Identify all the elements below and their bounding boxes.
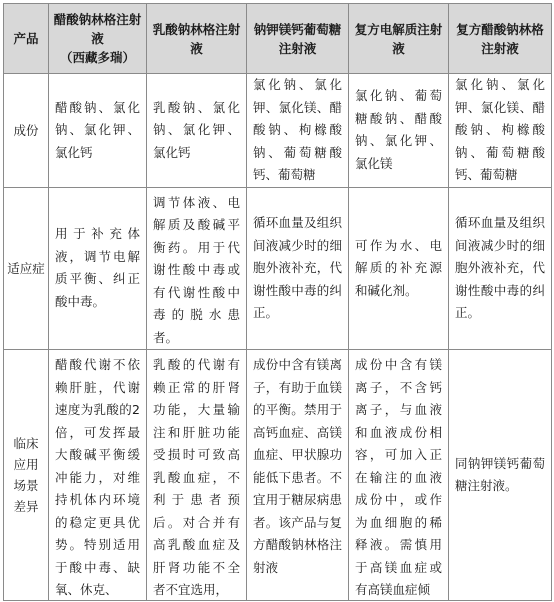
table-cell: 同钠钾镁钙葡萄糖注射液。 (449, 350, 552, 601)
table-cell: 循环血量及组织间液减少时的细胞外液补充，代谢性酸中毒的纠正。 (247, 187, 349, 350)
table-row (4, 74, 552, 188)
table-cell: 用于补充体液，调节电解质平衡、纠正酸中毒。 (49, 187, 147, 350)
table-cell: 成份中含有镁离子，有助于血镁的平衡。禁用于高钙血症、高镁血症、甲状腺功能低下患者。不宜用于糖尿病患者。该产品与复方醋酸钠林格注射液 (247, 350, 349, 601)
row-label-indications: 适应症 (4, 187, 49, 350)
product-comparison-table (3, 3, 552, 601)
table-cell: 氯化钠、葡萄糖酸钠、醋酸钠、氯化钾、氯化镁 (349, 74, 449, 188)
table-cell: 氯化钠、氯化钾、氯化镁、醋酸钠、枸橼酸钠、葡萄糖酸钙、葡萄糖 (247, 74, 349, 188)
table-row (4, 350, 552, 601)
table-row (4, 187, 552, 350)
table-cell: 可作为水、电解质的补充源和碱化剂。 (349, 187, 449, 350)
table-cell: 醋酸代谢不依赖肝脏，代谢速度为乳酸的2倍，可发挥最大酸碱平衡缓冲能力，对维持机体内环境的稳定更具优势。特别适用于酸中毒、缺氧、休克、 (49, 350, 147, 601)
header-compound-sodium-acetate-ringer: 复方醋酸钠林格注射液 (449, 4, 552, 74)
table-cell: 调节体液、电解质及酸碱平衡药。用于代谢性酸中毒或有代谢性酸中毒的脱水患者。 (147, 187, 247, 350)
table-cell: 循环血量及组织间液减少时的细胞外液补充，代谢性酸中毒的纠正。 (449, 187, 552, 350)
table-cell: 乳酸钠、氯化钠、氯化钾、氯化钙 (147, 74, 247, 188)
table-cell: 成份中含有镁离子，不含钙离子，与血液和血液成份相容，可加入正在输注的血液成份中，或作为血细胞的稀释液。需慎用于高镁血症或有高镁血症倾 (349, 350, 449, 601)
table-cell: 乳酸的代谢有赖正常的肝肾功能，大量输注和肝脏功能受损时可致高乳酸血症，不利于患者预后。对合并有高乳酸血症及肝肾功能不全者不宜选用， (147, 350, 247, 601)
header-sodium-acetate-ringer-tibet-duorui: 醋酸钠林格注射液 （西藏多瑞） (49, 4, 147, 74)
header-sodium-lactate-ringer: 乳酸钠林格注射液 (147, 4, 247, 74)
table-cell: 氯化钠、氯化钾、氯化镁、醋酸钠、枸橼酸钠、葡萄糖酸钙、葡萄糖 (449, 74, 552, 188)
header-product: 产品 (4, 4, 49, 74)
header-compound-electrolyte: 复方电解质注射液 (349, 4, 449, 74)
row-label-clinical-differences: 临床应用场景差异 (4, 350, 49, 601)
header-row (4, 4, 552, 74)
row-label-ingredients: 成份 (4, 74, 49, 188)
table-cell: 醋酸钠、氯化钠、氯化钾、氯化钙 (49, 74, 147, 188)
header-na-k-mg-ca-glucose: 钠钾镁钙葡萄糖注射液 (247, 4, 349, 74)
